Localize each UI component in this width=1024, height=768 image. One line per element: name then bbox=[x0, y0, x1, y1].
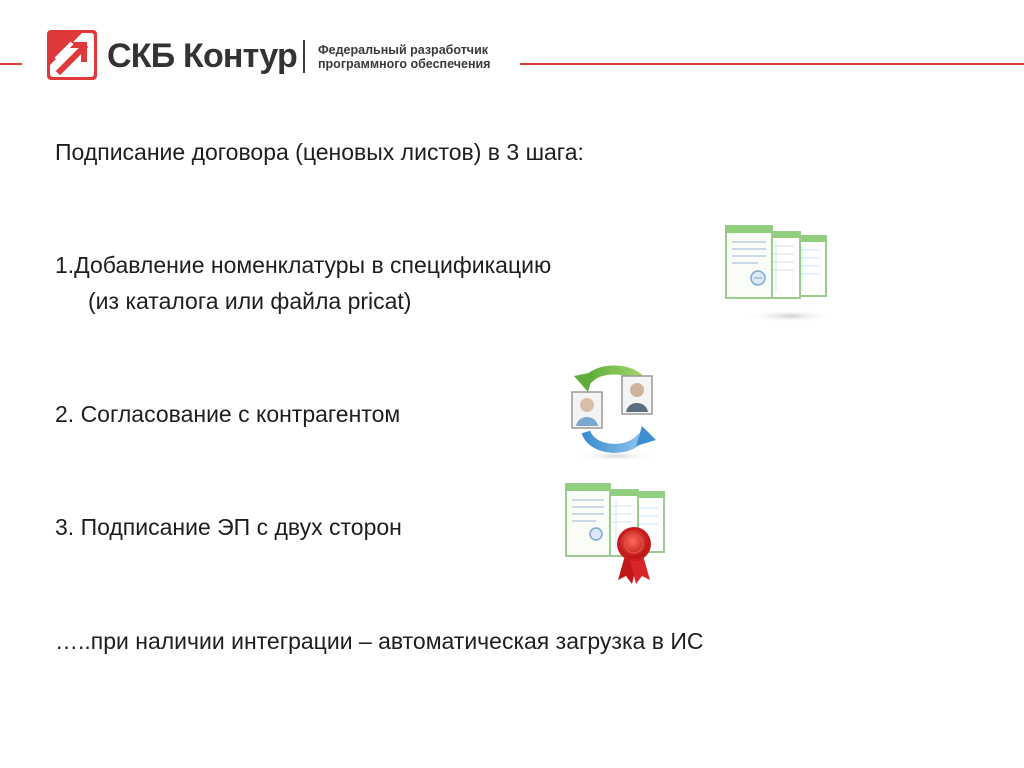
step-3-text: 3. Подписание ЭП с двух сторон bbox=[55, 514, 402, 540]
brand-name: СКБ Контур bbox=[107, 37, 297, 75]
step-2-text: 2. Согласование с контрагентом bbox=[55, 401, 401, 427]
header-divider-right bbox=[520, 63, 1024, 65]
documents-icon bbox=[722, 222, 834, 331]
logo-separator bbox=[303, 40, 305, 73]
step-1-subtext: (из каталога или файла pricat) bbox=[88, 288, 412, 314]
signed-document-icon bbox=[562, 480, 672, 595]
slide-heading: Подписание договора (ценовых листов) в 3 шага: bbox=[55, 139, 584, 165]
exchange-icon bbox=[564, 360, 664, 469]
logo-mark bbox=[46, 29, 98, 86]
tagline-line-1: Федеральный разработчик bbox=[318, 43, 489, 57]
footer-note: …..при наличии интеграции – автоматическая загрузка в ИС bbox=[55, 628, 704, 654]
header-divider-left bbox=[0, 63, 22, 65]
tagline-line-2: программного обеспечения bbox=[318, 57, 491, 71]
step-1-text: 1.Добавление номенклатуры в спецификацию bbox=[55, 252, 552, 278]
brand-tagline bbox=[318, 43, 490, 71]
